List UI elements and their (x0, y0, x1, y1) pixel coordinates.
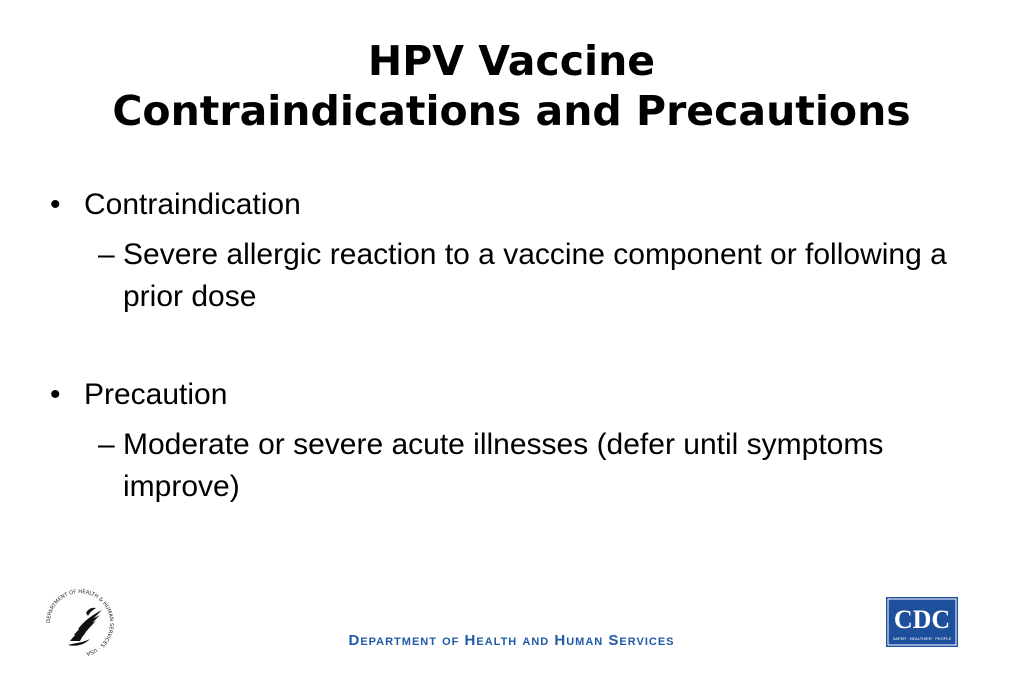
bullet-mark: • (50, 378, 61, 411)
sub-bullet-precaution (48, 424, 978, 508)
slide-title-line-2: Contraindications and Precautions (112, 87, 911, 135)
cdc-logo-text: CDC (893, 605, 951, 634)
sub-bullet-mark: – (98, 428, 115, 461)
bullet-precaution (48, 374, 978, 416)
bullet-contraindication (48, 184, 978, 226)
hhs-seal-text: DEPARTMENT OF HEALTH & HUMAN SERVICES · USA (45, 588, 115, 657)
sub-bullet-text: Moderate or severe acute illnesses (defer until symptoms improve) (123, 428, 884, 503)
footer-department: Department of Health and Human Services (348, 632, 675, 649)
bullet-label: Contraindication (84, 188, 301, 221)
sub-bullet-text: Severe allergic reaction to a vaccine component or following a prior dose (123, 238, 947, 313)
sub-bullet-mark: – (98, 238, 115, 271)
slide-title-line-1: HPV Vaccine (367, 37, 656, 85)
bullet-mark: • (50, 188, 61, 221)
slide-body (48, 184, 978, 508)
bullet-label: Precaution (84, 378, 228, 411)
sub-bullet-contraindication (48, 234, 978, 318)
hhs-seal-logo (40, 583, 120, 663)
slide-title (0, 36, 1023, 136)
cdc-logo-tagline: SAFER · HEALTHIER · PEOPLE (892, 636, 952, 641)
